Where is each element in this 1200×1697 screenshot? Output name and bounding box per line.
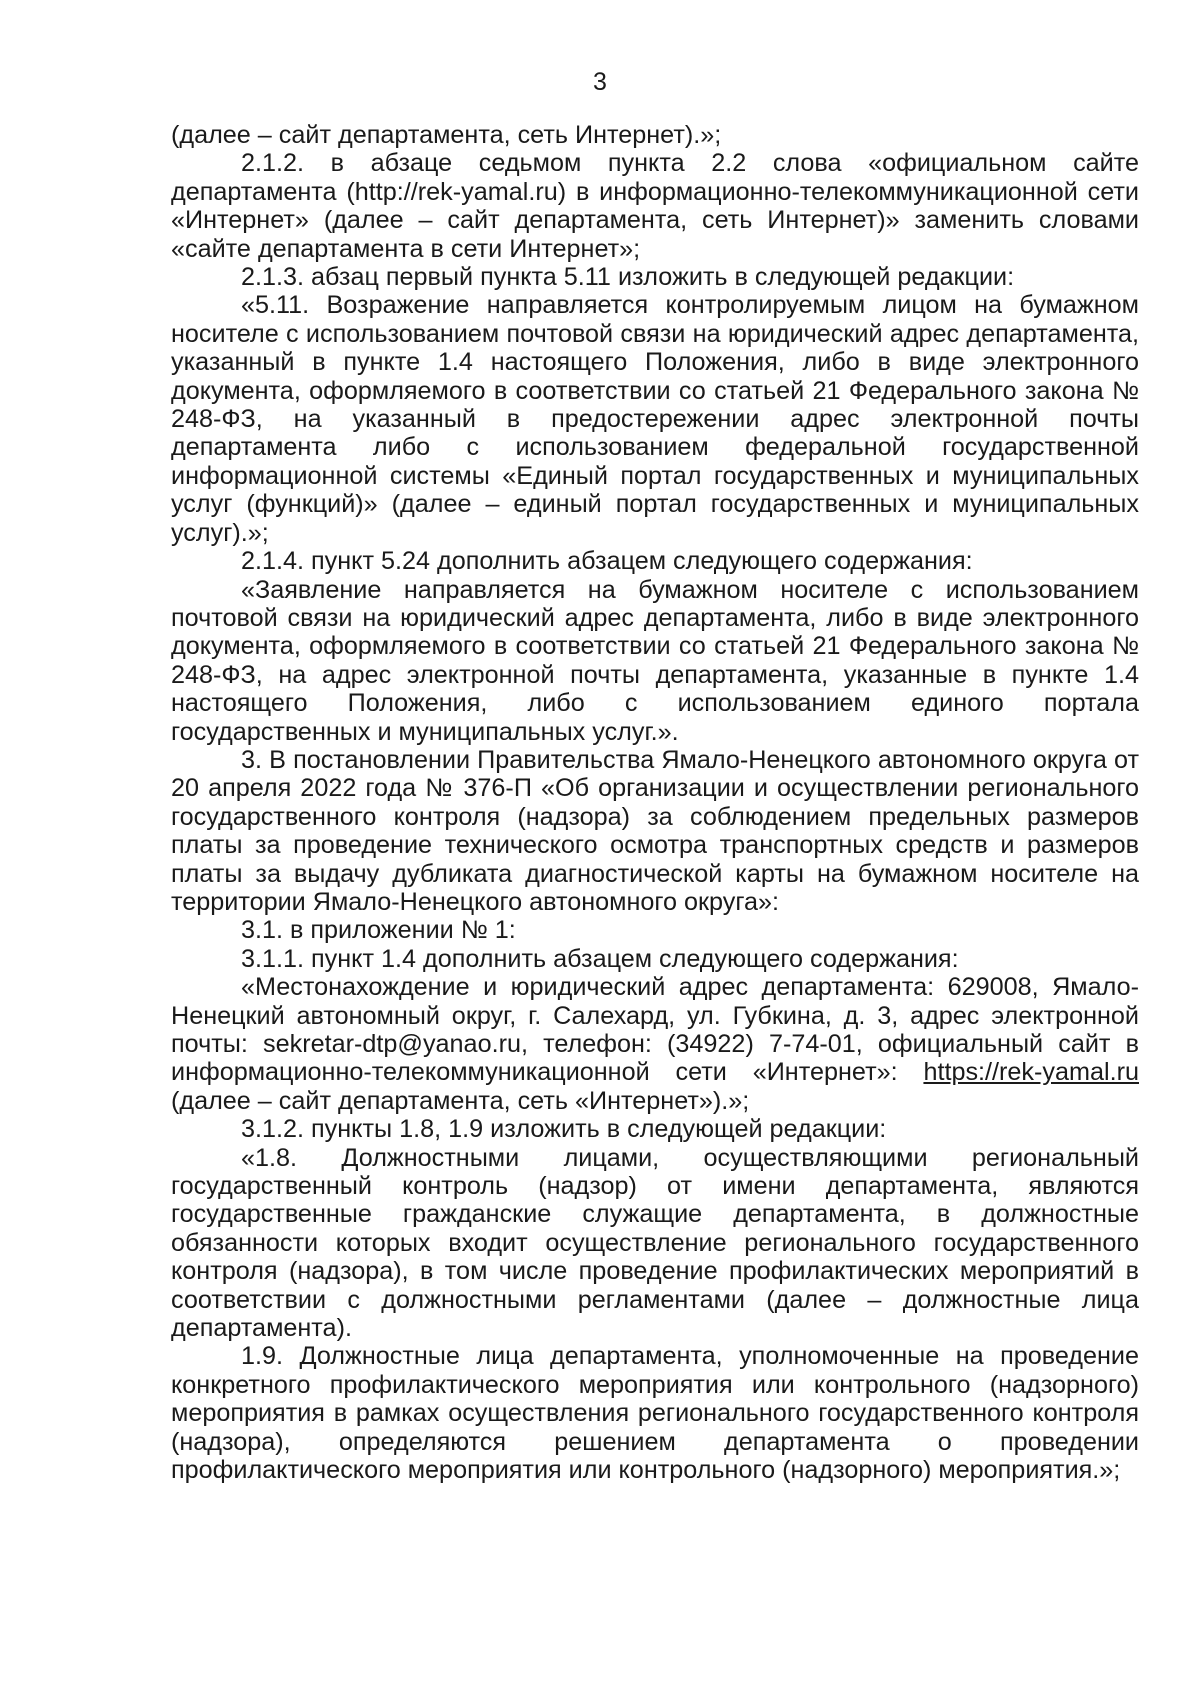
paragraph-3-1-2: 3.1.2. пункты 1.8, 1.9 изложить в следующей редакции: (241, 1115, 887, 1144)
paragraph-2-1-4: 2.1.4. пункт 5.24 дополнить абзацем следующего содержания: (241, 547, 973, 576)
paragraph-application-quote: «Заявление направляется на бумажном носителе с использованием почтовой связи на юридический адрес департамента, либо в виде электронного документа, оформляемого в соответствии со статьей 21 Федерального закона № 248-ФЗ, на адрес электронной почты департамента, указанные в пункте 1.4 настоящего Положения, либо с использованием единого портала государственных и муниципальных услуг.». (171, 575, 1139, 746)
paragraph-2-1-2: 2.1.2. в абзаце седьмом пункта 2.2 слова «официальном сайте департамента (http://rek-yamal.ru) в информационно-телекоммуникационной сети «Интернет» (далее – сайт департамента, сеть Интернет)» заменить словами «сайте департамента в сети Интернет»; (171, 149, 1139, 263)
paragraph-1-9: 1.9. Должностные лица департамента, уполномоченные на проведение конкретного профилактического мероприятия или контрольного (надзорного) мероприятия в рамках осуществления регионального государственного контроля (надзора), определяются решением департамента о проведении профилактического мероприятия или контрольного (надзорного) мероприятия.»; (171, 1342, 1139, 1485)
paragraph-2-1-3: 2.1.3. абзац первый пункта 5.11 изложить в следующей редакции: (241, 263, 1015, 292)
document-body (171, 121, 1139, 1485)
paragraph-continuation: (далее – сайт департамента, сеть Интернет).»; (171, 121, 722, 149)
page-number: 3 (593, 68, 607, 96)
address-text: «Местонахождение и юридический адрес департамента: 629008, Ямало-Ненецкий автономный округ, г. Салехард, ул. Губкина, д. 3, адрес электронной почты: sekretar-dtp@yanao.ru, телефон: (34922) 7-74-01, официальный сайт в информационно-телекоммуникационной сети «Интернет»: (171, 973, 1139, 1087)
paragraph-3-1: 3.1. в приложении № 1: (241, 916, 516, 945)
paragraph-address-quote (171, 973, 1139, 1115)
paragraph-3-1-1: 3.1.1. пункт 1.4 дополнить абзацем следующего содержания: (241, 944, 959, 973)
paragraph-1-8-quote: «1.8. Должностными лицами, осуществляющими региональный государственный контроль (надзор) от имени департамента, являются государственные гражданские служащие департамента, в должностные обязанности которых входит осуществление регионального государственного контроля (надзора), в том числе проведение профилактических мероприятий в соответствии с должностными регламентами (далее – должностные лица департамента). (171, 1143, 1139, 1343)
address-text-end: (далее – сайт департамента, сеть «Интернет»).»; (171, 1086, 750, 1115)
paragraph-5-11-quote: «5.11. Возражение направляется контролируемым лицом на бумажном носителе с использованием почтовой связи на юридический адрес департамента, указанный в пункте 1.4 настоящего Положения, либо в виде электронного документа, оформляемого в соответствии со статьей 21 Федерального закона № 248-ФЗ, на указанный в предостережении адрес электронной почты департамента либо с использованием федеральной государственной информационной системы «Единый портал государственных и муниципальных услуг (функций)» (далее – единый портал государственных и муниципальных услуг).»; (171, 291, 1139, 547)
website-link[interactable]: https://rek-yamal.ru (923, 1058, 1139, 1087)
paragraph-3: 3. В постановлении Правительства Ямало-Ненецкого автономного округа от 20 апреля 2022 года № 376-П «Об организации и осуществлении регионального государственного контроля (надзора) за соблюдением предельных размеров платы за проведение технического осмотра транспортных средств и размеров платы за выдачу дубликата диагностической карты на бумажном носителе на территории Ямало-Ненецкого автономного округа»: (171, 745, 1139, 916)
